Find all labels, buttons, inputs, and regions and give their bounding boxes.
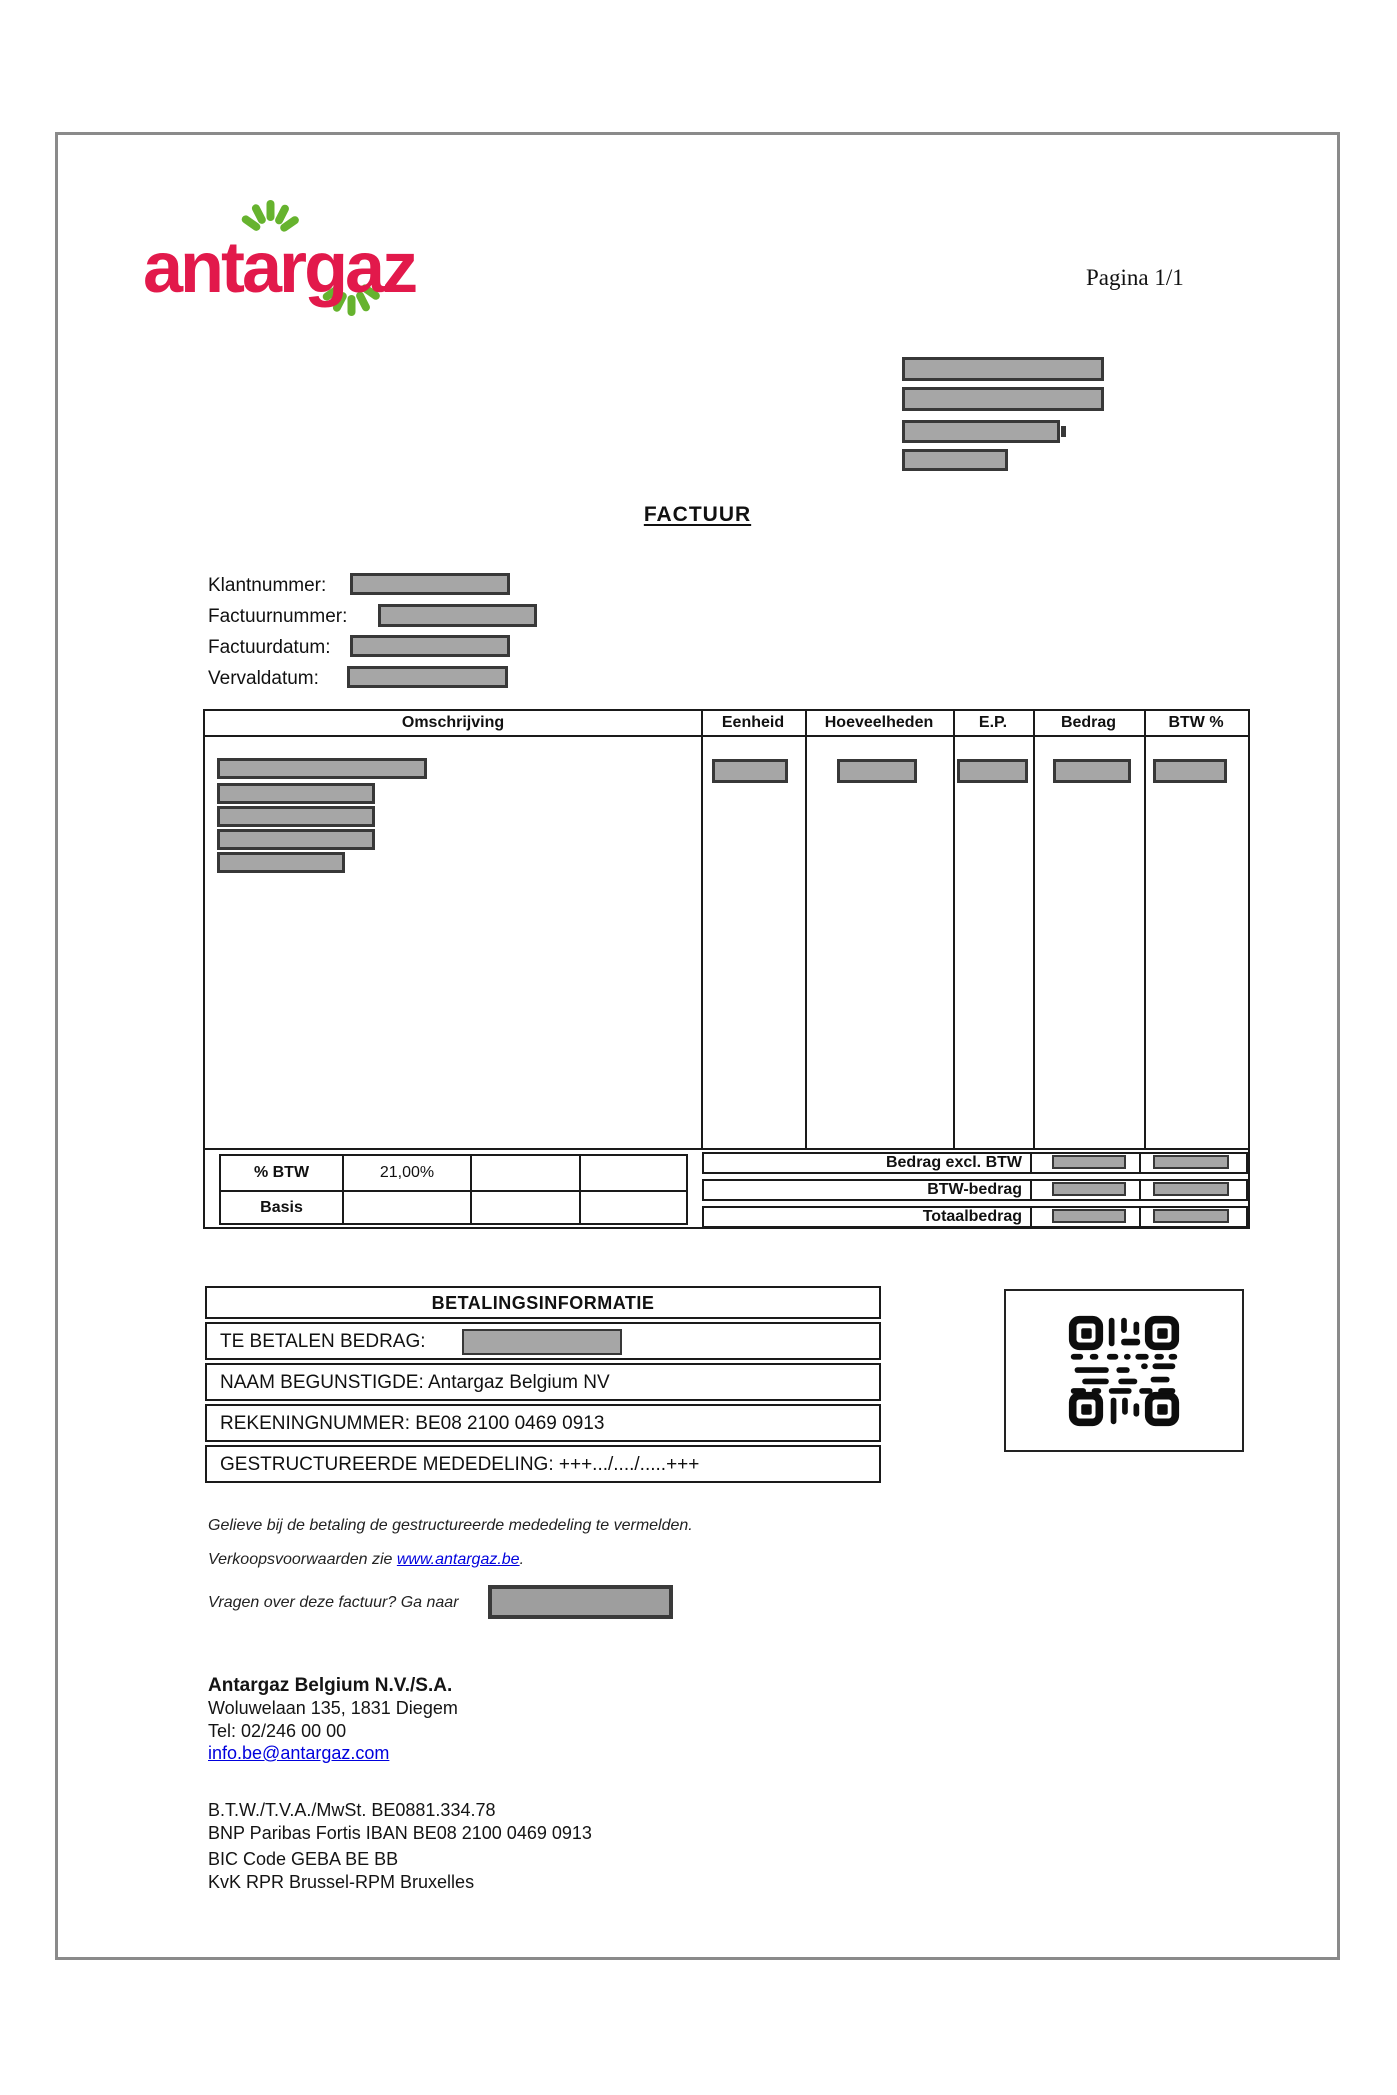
invoice-date-label: Factuurdatum: [208,637,331,658]
customer-number-label: Klantnummer: [208,575,327,596]
vat-empty-cell [472,1192,581,1223]
invoice-date-value-redacted [350,635,510,657]
redacted-description-line-5 [217,852,345,873]
total-excl-vat-label: Bedrag excl. BTW [704,1154,1032,1172]
redacted-address-line-1 [902,357,1104,381]
amount-due-row [205,1322,881,1360]
vat-amount-label: BTW-bedrag [704,1181,1032,1199]
redacted-grand-total-amount [1052,1209,1126,1223]
qr-code-icon [1067,1314,1181,1428]
account-number-row: REKENINGNUMMER: BE08 2100 0469 0913 [205,1404,881,1442]
column-divider [701,711,703,1148]
vat-empty-cell [581,1192,686,1223]
vat-amount-vat-cell [1141,1181,1246,1199]
grand-total-vat-cell [1141,1208,1246,1226]
footer-company-name: Antargaz Belgium N.V./S.A. [208,1675,453,1696]
column-divider [953,711,955,1148]
note-questions: Vragen over deze factuur? Ga naar [208,1594,459,1611]
redacted-total-excl-vat-vat [1153,1155,1229,1169]
redacted-address-line-3 [902,420,1060,443]
vat-pct-value: 21,00% [344,1156,472,1192]
redacted-unit-price-value [957,759,1028,783]
antargaz-website-link[interactable]: www.antargaz.be [396,1551,520,1568]
invoice-number-value-redacted [378,604,537,627]
redacted-address-line-2 [902,387,1104,411]
redacted-description-line-4 [217,829,375,850]
invoice-table [203,709,1250,1229]
redacted-total-excl-vat-amount [1052,1155,1126,1169]
antargaz-logo [143,197,473,317]
grand-total-label: Totaalbedrag [704,1208,1032,1226]
footer-iban: BNP Paribas Fortis IBAN BE08 2100 0469 0913 [208,1823,592,1843]
vat-summary-table [219,1154,688,1225]
redacted-description-line-2 [217,783,375,804]
redacted-address-line-4 [902,449,1008,471]
col-header-description: Omschrijving [401,714,505,731]
grand-total-amount-cell [1032,1208,1141,1226]
footer-phone: Tel: 02/246 00 00 [208,1721,347,1741]
grand-total-row [702,1206,1248,1228]
antargaz-logo-icon [143,197,473,317]
redacted-amount-value [1053,759,1131,783]
redacted-quantity-value [837,759,917,783]
payment-info-title: BETALINGSINFORMATIE [205,1286,881,1319]
redacted-grand-total-2 [1153,1209,1229,1223]
page-number: Pagina 1/1 [1086,265,1184,290]
footer-bic: BIC Code GEBA BE BB [208,1849,399,1869]
footer-address: Woluwelaan 135, 1831 Diegem [208,1698,458,1718]
qr-code-box [1004,1289,1244,1452]
invoice-page [55,132,1340,1960]
table-body-divider [205,1148,1248,1150]
vat-amount-row [702,1179,1248,1201]
total-excl-vat-amount-cell [1032,1154,1141,1172]
vat-empty-cell [581,1156,686,1192]
redacted-address-line-3-tail [1061,426,1066,437]
vat-pct-label: % BTW [221,1156,344,1192]
payment-info-box [205,1286,881,1486]
col-header-unit: Eenheid [721,714,785,731]
col-header-unit-price: E.P. [978,714,1008,731]
customer-number-value-redacted [350,573,510,595]
beneficiary-row: NAAM BEGUNSTIGDE: Antargaz Belgium NV [205,1363,881,1401]
note-sales-conditions-prefix: Verkoopsvoorwaarden zie [208,1551,397,1568]
footer-email-link[interactable]: info.be@antargaz.com [208,1743,390,1763]
vat-empty-cell [344,1192,472,1223]
redacted-unit-value [712,759,788,783]
document-title: FACTUUR [643,503,752,526]
redacted-amount-due-value [462,1329,622,1355]
total-excl-vat-row [702,1152,1248,1174]
col-header-amount: Bedrag [1060,714,1117,731]
redacted-vat-amount [1052,1182,1126,1196]
redacted-vat-pct-value [1153,759,1227,783]
redacted-description-line-3 [217,806,375,827]
column-divider [1144,711,1146,1148]
vat-amount-cell [1032,1181,1141,1199]
structured-reference-row: GESTRUCTUREERDE MEDEDELING: +++.../..../.....+++ [205,1445,881,1483]
note-sales-conditions [208,1551,524,1569]
due-date-value-redacted [347,666,508,688]
total-excl-vat-vat-cell [1141,1154,1246,1172]
redacted-questions-url [488,1585,673,1619]
vat-basis-label: Basis [221,1192,344,1223]
column-divider [1033,711,1035,1148]
invoice-number-label: Factuurnummer: [208,606,348,627]
amount-due-label: TE BETALEN BEDRAG: [220,1331,426,1352]
column-divider [805,711,807,1148]
logo-wordmark: antargaz [143,228,416,308]
col-header-quantity: Hoeveelheden [824,714,934,731]
redacted-description-line-1 [217,758,427,779]
footer-registration: KvK RPR Brussel-RPM Bruxelles [208,1872,475,1892]
footer-vat-number: B.T.W./T.V.A./MwSt. BE0881.334.78 [208,1800,496,1820]
invoice-table-header [205,711,1248,737]
note-structured-reference: Gelieve bij de betaling de gestructureerde mededeling te vermelden. [208,1517,693,1534]
due-date-label: Vervaldatum: [208,668,319,689]
vat-empty-cell [472,1156,581,1192]
note-sales-conditions-suffix: . [519,1551,525,1568]
col-header-vat-pct: BTW % [1168,714,1224,731]
redacted-vat-amount-2 [1153,1182,1229,1196]
